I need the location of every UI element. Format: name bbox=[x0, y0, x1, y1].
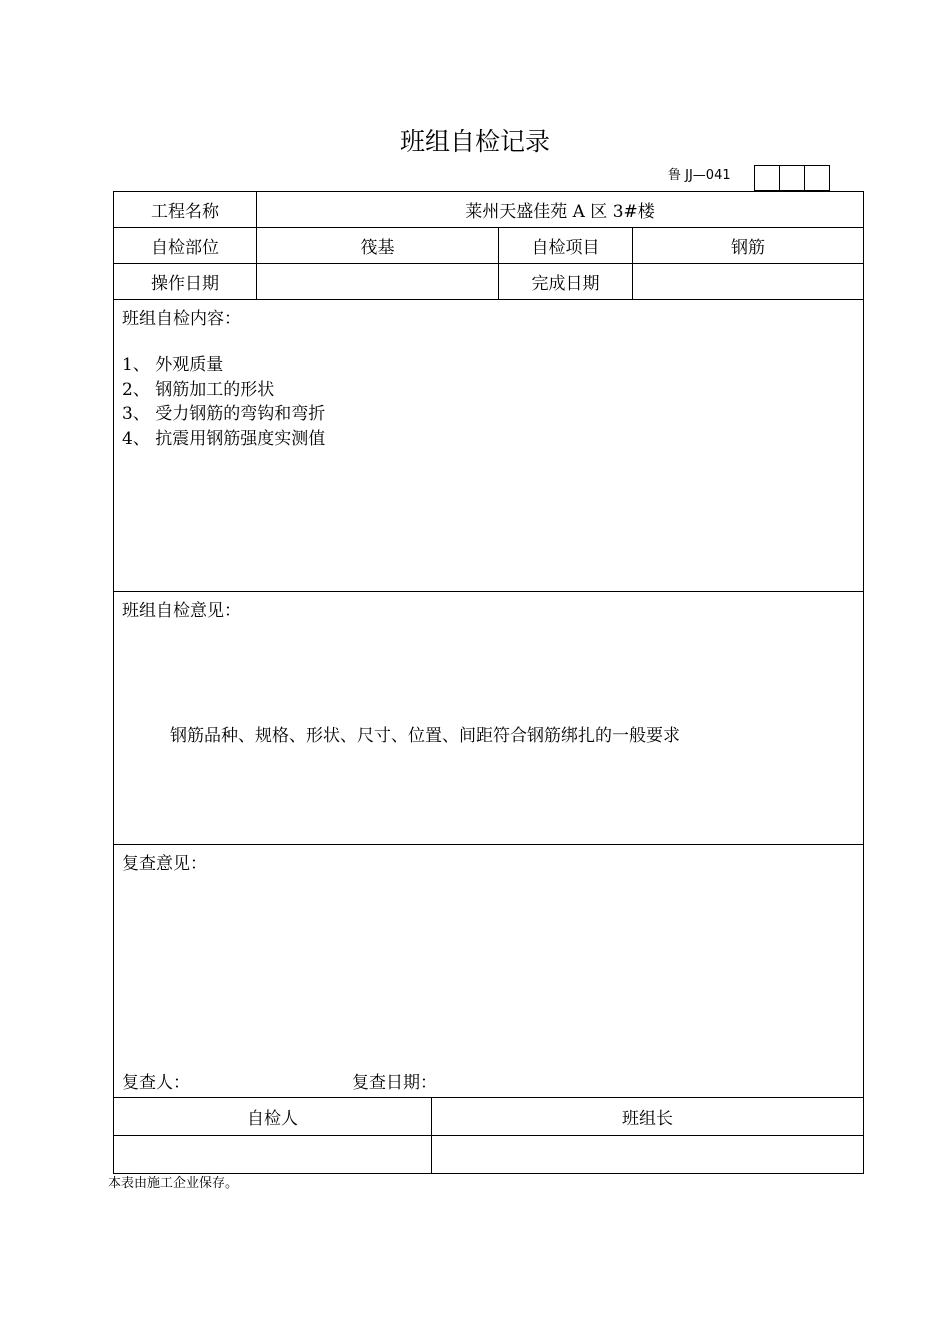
project-name-label: 工程名称 bbox=[114, 192, 257, 228]
team-leader-label: 班组长 bbox=[432, 1098, 864, 1136]
review-date-label: 复查日期： bbox=[352, 1073, 437, 1093]
review-cell[interactable] bbox=[114, 845, 864, 1098]
page-title: 班组自检记录 bbox=[399, 127, 550, 156]
project-row bbox=[114, 192, 864, 228]
code-box[interactable] bbox=[754, 165, 780, 191]
list-item: 4、 抗震用钢筋强度实测值 bbox=[122, 428, 326, 449]
code-box[interactable] bbox=[779, 165, 805, 191]
project-name-value[interactable]: 莱州天盛佳苑 A 区 3#楼 bbox=[257, 192, 864, 228]
footnote: 本表由施工企业保存。 bbox=[108, 1176, 239, 1191]
inspection-form bbox=[113, 191, 864, 1098]
content-label: 班组自检内容： bbox=[122, 309, 241, 329]
team-leader-signature[interactable] bbox=[432, 1136, 864, 1174]
code-box[interactable] bbox=[804, 165, 830, 191]
opinion-label: 班组自检意见： bbox=[122, 601, 241, 621]
reviewer-label: 复查人： bbox=[122, 1073, 190, 1093]
review-row bbox=[114, 845, 864, 1098]
opinion-cell[interactable] bbox=[114, 592, 864, 845]
content-row bbox=[114, 300, 864, 592]
finish-date-value[interactable] bbox=[633, 264, 864, 300]
form-code: 鲁 JJ—041 bbox=[668, 168, 731, 183]
list-item: 3、 受力钢筋的弯钩和弯折 bbox=[122, 404, 326, 424]
content-list bbox=[122, 353, 855, 451]
self-checker-signature[interactable] bbox=[114, 1136, 432, 1174]
op-date-label: 操作日期 bbox=[114, 264, 257, 300]
finish-date-label: 完成日期 bbox=[499, 264, 633, 300]
signature-table bbox=[113, 1097, 864, 1174]
check-part-value[interactable]: 筏基 bbox=[257, 228, 499, 264]
check-item-value[interactable]: 钢筋 bbox=[633, 228, 864, 264]
list-item: 2、 钢筋加工的形状 bbox=[122, 379, 275, 400]
check-item-label: 自检项目 bbox=[499, 228, 633, 264]
content-cell[interactable] bbox=[114, 300, 864, 592]
check-row bbox=[114, 228, 864, 264]
opinion-text: 钢筋品种、规格、形状、尺寸、位置、间距符合钢筋绑扎的一般要求 bbox=[170, 726, 680, 746]
code-boxes bbox=[755, 165, 830, 191]
signature-value-row bbox=[114, 1136, 864, 1174]
list-item: 1、 外观质量 bbox=[122, 355, 224, 375]
check-part-label: 自检部位 bbox=[114, 228, 257, 264]
date-row bbox=[114, 264, 864, 300]
self-checker-label: 自检人 bbox=[114, 1098, 432, 1136]
opinion-row bbox=[114, 592, 864, 845]
signature-header-row bbox=[114, 1098, 864, 1136]
op-date-value[interactable] bbox=[257, 264, 499, 300]
review-label: 复查意见： bbox=[122, 854, 207, 874]
